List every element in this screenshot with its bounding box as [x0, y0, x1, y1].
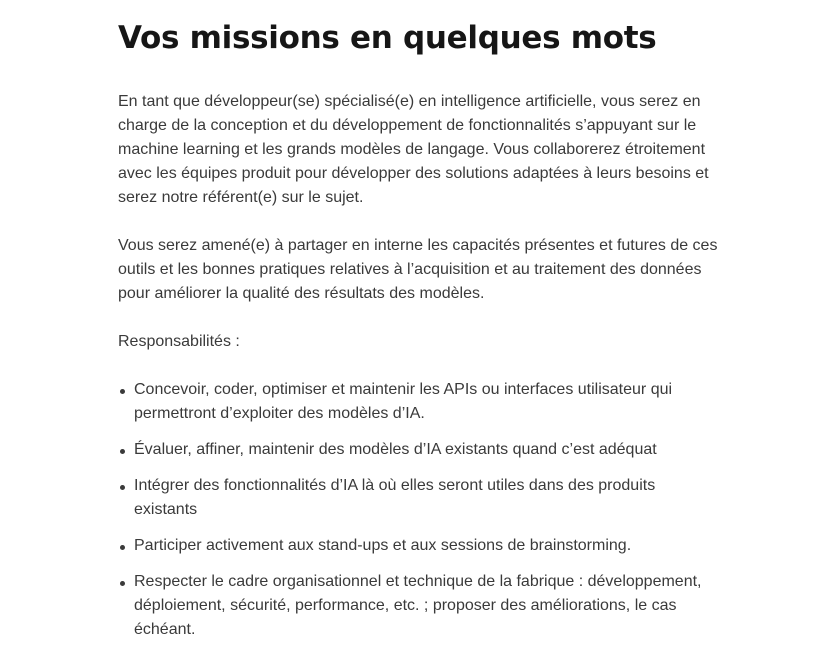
- list-item-text: Participer activement aux stand-ups et aux sessions de brainstorming.: [134, 537, 632, 554]
- bullet-icon: [120, 581, 125, 586]
- bullet-icon: [120, 449, 125, 454]
- intro-paragraph: En tant que développeur(se) spécialisé(e) en intelligence artificielle, vous serez en charge de la conception et du développement de fonctionnalités s’appuyant sur le machine learning et les grands modèles de langage. Vous collaborerez étroitement avec les équipes produit pour développer des solutions adaptées à leurs besoins et serez notre référent(e) sur le sujet.: [118, 93, 709, 206]
- list-item-text: Respecter le cadre organisationnel et technique de la fabrique : développement, déploiement, sécurité, performance, etc. ; proposer des améliorations, le cas échéant.: [134, 573, 702, 638]
- bullet-icon: [120, 545, 125, 550]
- list-item: [118, 474, 718, 522]
- missions-section: [118, 14, 718, 654]
- responsibilities-list: [118, 378, 718, 642]
- list-item: [118, 534, 718, 558]
- bullet-icon: [120, 485, 125, 490]
- responsibilities-label: Responsabilités :: [118, 333, 240, 350]
- bullet-icon: [120, 389, 125, 394]
- list-item-text: Évaluer, affiner, maintenir des modèles d’IA existants quand c’est adéquat: [134, 441, 657, 458]
- list-item-text: Concevoir, coder, optimiser et maintenir les APIs ou interfaces utilisateur qui permettront d’exploiter des modèles d’IA.: [134, 381, 673, 422]
- list-item: [118, 570, 718, 642]
- list-item-text: Intégrer des fonctionnalités d’IA là où elles seront utiles dans des produits existants: [134, 477, 656, 518]
- list-item: [118, 378, 718, 426]
- sharing-paragraph: Vous serez amené(e) à partager en interne les capacités présentes et futures de ces outils et les bonnes pratiques relatives à l’acquisition et au traitement des données pour améliorer la qualité des résultats des modèles.: [118, 237, 718, 302]
- list-item: [118, 438, 718, 462]
- section-title: Vos missions en quelques mots: [118, 20, 657, 56]
